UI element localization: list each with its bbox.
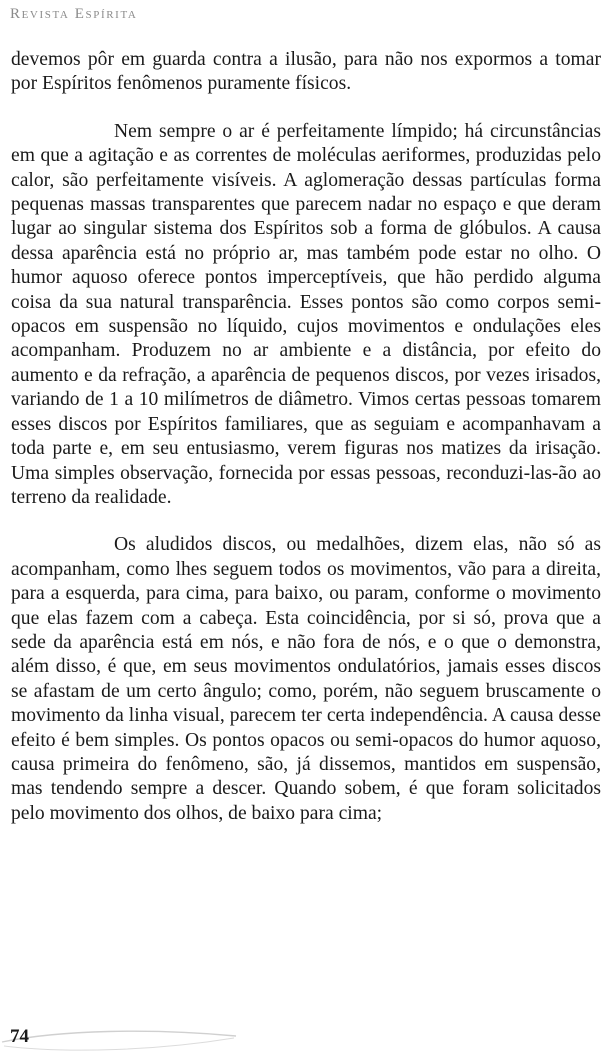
body-text bbox=[11, 48, 601, 849]
page-number: 74 bbox=[10, 1026, 29, 1047]
footer-ornament bbox=[0, 1020, 240, 1060]
paragraph: Os aludidos discos, ou medalhões, dizem elas, não só as acompanham, como lhes seguem todos os movimentos, vão para a direita, para a esquerda, para cima, para baixo, ou param, conforme o movimento que elas fazem com a cabeça. Esta coincidência, por si só, prova que a sede da aparência está em nós, e não fora de nós, e o que o demonstra, além disso, é que, em seus movimentos ondulatórios, jamais esses discos se afastam de um certo ângulo; como, porém, não seguem bruscamente o movimento da linha visual, parecem ter certa independência. A causa desse efeito é bem simples. Os pontos opacos ou semi-opacos do humor aquoso, causa primeira do fenômeno, são, já dissemos, mantidos em suspensão, mas tendendo sempre a descer. Quando sobem, é que foram solicitados pelo movimento dos olhos, de baixo para cima; bbox=[11, 534, 601, 824]
paragraph-continuation: devemos pôr em guarda contra a ilusão, para não nos expormos a tomar por Espíritos fenômenos puramente físicos. bbox=[11, 49, 601, 95]
paragraph: Nem sempre o ar é perfeitamente límpido; há circunstâncias em que a agitação e as correntes de moléculas aeriformes, produzidas pelo calor, são perfeitamente visíveis. A aglomeração dessas partículas forma pequenas massas transparentes que parecem nadar no espaço e que deram lugar ao singular sistema dos Espíritos sob a forma de glóbulos. A causa dessa aparência está no próprio ar, mas também pode estar no olho. O humor aquoso oferece pontos imperceptíveis, que hão perdido alguma coisa da sua natural transparência. Esses pontos são como corpos semi-opacos em suspensão no líquido, cujos movimentos e ondulações eles acompanham. Produzem no ar ambiente e a distância, por efeito do aumento e da refração, a aparência de pequenos discos, por vezes irisados, variando de 1 a 10 milímetros de diâmetro. Vimos certas pessoas tomarem esses discos por Espíritos familiares, que as seguiam e acompanhavam a toda parte e, em seu entusiasmo, verem figuras nos matizes da irisação. Uma simples observação, fornecida por essas pessoas, reconduzi-las-ão ao terreno da realidade. bbox=[11, 120, 601, 508]
running-header: Revista Espírita bbox=[10, 6, 138, 22]
